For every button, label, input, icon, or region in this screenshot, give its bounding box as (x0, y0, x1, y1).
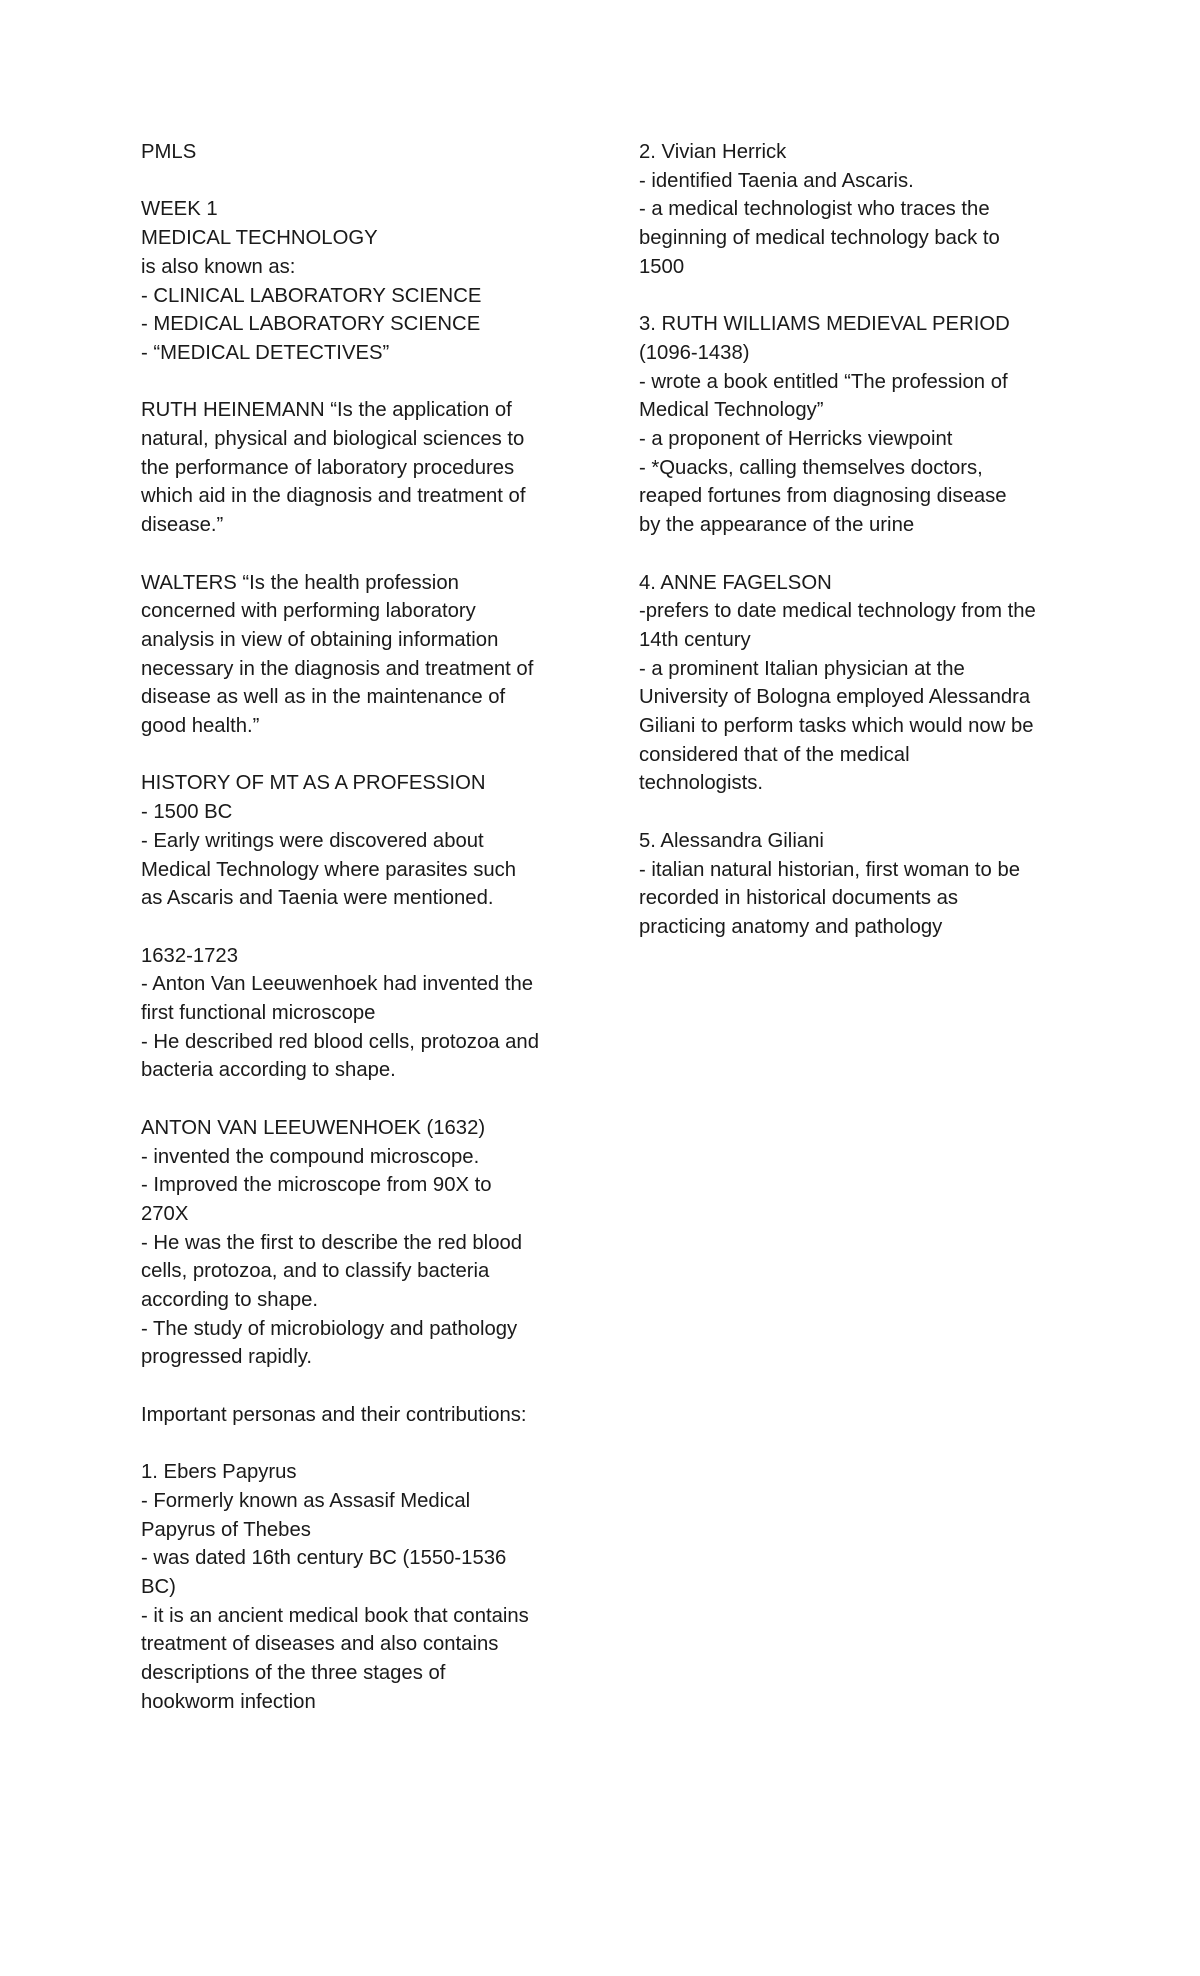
left-column-text-line: - Formerly known as Assasif Medical (141, 1489, 471, 1512)
left-column-text-line: cells, protozoa, and to classify bacteria (141, 1260, 490, 1283)
left-column-text-line: treatment of diseases and also contains (141, 1633, 499, 1656)
right-column-text-line: - italian natural historian, first woman to be (639, 858, 1021, 881)
left-column-text-line: 270X (141, 1202, 189, 1225)
left-column-text-line: natural, physical and biological sciences to (141, 428, 525, 450)
left-column-text-line: - He was the first to describe the red blood (141, 1231, 523, 1254)
left-column-blank-line (141, 741, 571, 770)
right-column-text-line: 1500 (639, 255, 685, 278)
left-column-text-line: the performance of laboratory procedures (141, 456, 515, 479)
left-column-blank-line (141, 167, 571, 196)
right-column-text-line: - wrote a book entitled “The profession of (639, 370, 1008, 393)
right-column-text-line: 5. Alessandra Giliani (639, 829, 824, 852)
left-column-blank-line (141, 1085, 571, 1114)
right-column-text-line: 3. RUTH WILLIAMS MEDIEVAL PERIOD (639, 313, 1010, 336)
right-column-text-line: - a prominent Italian physician at the (639, 657, 965, 680)
left-column-text-line: - Anton Van Leeuwenhoek had invented the (141, 973, 534, 996)
left-column-text-line: 1632-1723 (141, 944, 238, 967)
right-column-blank-line (639, 798, 1079, 827)
left-column-text-line: - Early writings were discovered about (141, 829, 484, 852)
right-column-text-line: - *Quacks, calling themselves doctors, (639, 456, 983, 479)
left-column-text-line: disease.” (141, 514, 224, 537)
left-column-text-line: 1. Ebers Papyrus (141, 1461, 297, 1484)
right-column-text-line: 2. Vivian Herrick (639, 141, 787, 163)
left-column-text-line: - MEDICAL LABORATORY SCIENCE (141, 313, 481, 336)
left-column-text-line: - Improved the microscope from 90X to (141, 1174, 492, 1197)
left-column-blank-line (141, 540, 571, 569)
left-column-text-line: PMLS (141, 141, 197, 163)
left-column-text-line: - invented the compound microscope. (141, 1145, 480, 1168)
right-column-text-line: (1096-1438) (639, 341, 750, 364)
right-column-blank-line (639, 540, 1079, 569)
right-column-text-line: technologists. (639, 772, 764, 795)
left-column-text-line: bacteria according to shape. (141, 1059, 396, 1082)
left-column-blank-line (141, 1430, 571, 1459)
left-column-text-line: progressed rapidly. (141, 1346, 312, 1369)
right-column-text-line: recorded in historical documents as (639, 887, 959, 910)
left-column-text-line: is also known as: (141, 255, 296, 278)
left-column-text-line: ANTON VAN LEEUWENHOEK (1632) (141, 1116, 486, 1139)
right-column-text-line: - a medical technologist who traces the (639, 198, 990, 221)
left-column-text-line: - The study of microbiology and pathology (141, 1317, 518, 1340)
right-column-text-line: Giliani to perform tasks which would now be (639, 715, 1034, 738)
right-column-text-line: University of Bologna employed Alessandra (639, 686, 1031, 709)
right-column-text-line: beginning of medical technology back to (639, 227, 1000, 250)
left-column-text-line: - it is an ancient medical book that contains (141, 1604, 529, 1627)
left-column-text-line: WEEK 1 (141, 198, 218, 221)
left-column-text-line: - CLINICAL LABORATORY SCIENCE (141, 284, 482, 307)
right-column-blank-line (639, 282, 1079, 311)
left-column-text-line: HISTORY OF MT AS A PROFESSION (141, 772, 486, 795)
left-column-text-line: RUTH HEINEMANN “Is the application of (141, 399, 512, 422)
right-column (639, 138, 1079, 942)
left-column-blank-line (141, 368, 571, 397)
left-column-text-line: which aid in the diagnosis and treatment of (141, 485, 526, 508)
left-column-text-line: Papyrus of Thebes (141, 1518, 311, 1541)
left-column-text-line: - He described red blood cells, protozoa and (141, 1030, 539, 1053)
right-column-text-line: - a proponent of Herricks viewpoint (639, 428, 953, 451)
left-column-text-line: good health.” (141, 715, 260, 738)
right-column-text-line: reaped fortunes from diagnosing disease (639, 485, 1007, 508)
right-column-text-line: 4. ANNE FAGELSON (639, 571, 832, 594)
right-column-text-line: by the appearance of the urine (639, 514, 915, 537)
left-column-text-line: necessary in the diagnosis and treatment of (141, 657, 534, 680)
left-column-text-line: MEDICAL TECHNOLOGY (141, 227, 378, 250)
left-column-text-line: - “MEDICAL DETECTIVES” (141, 341, 390, 364)
left-column-text-line: first functional microscope (141, 1002, 376, 1025)
left-column-text-line: Important personas and their contributions: (141, 1403, 527, 1426)
right-column-text-line: - identified Taenia and Ascaris. (639, 169, 914, 192)
left-column-text-line: analysis in view of obtaining information (141, 628, 499, 651)
left-column (141, 138, 571, 1717)
left-column-text-line: - 1500 BC (141, 801, 233, 824)
left-column-text-line: disease as well as in the maintenance of (141, 686, 506, 709)
left-column-text-line: BC) (141, 1576, 176, 1599)
left-column-text-line: according to shape. (141, 1289, 319, 1312)
left-column-text-line: - was dated 16th century BC (1550-1536 (141, 1547, 507, 1570)
right-column-text-line: practicing anatomy and pathology (639, 915, 943, 938)
left-column-text-line: Medical Technology where parasites such (141, 858, 517, 881)
left-column-blank-line (141, 913, 571, 942)
left-column-text-line: hookworm infection (141, 1690, 316, 1713)
right-column-text-line: considered that of the medical (639, 743, 910, 766)
left-column-text-line: as Ascaris and Taenia were mentioned. (141, 887, 494, 910)
right-column-text-line: -prefers to date medical technology from the (639, 600, 1036, 623)
left-column-text-line: WALTERS “Is the health profession (141, 571, 459, 594)
left-column-text-line: descriptions of the three stages of (141, 1662, 446, 1685)
right-column-text-line: Medical Technology” (639, 399, 824, 422)
left-column-text-line: concerned with performing laboratory (141, 600, 476, 623)
right-column-text-line: 14th century (639, 628, 751, 651)
left-column-blank-line (141, 1372, 571, 1401)
